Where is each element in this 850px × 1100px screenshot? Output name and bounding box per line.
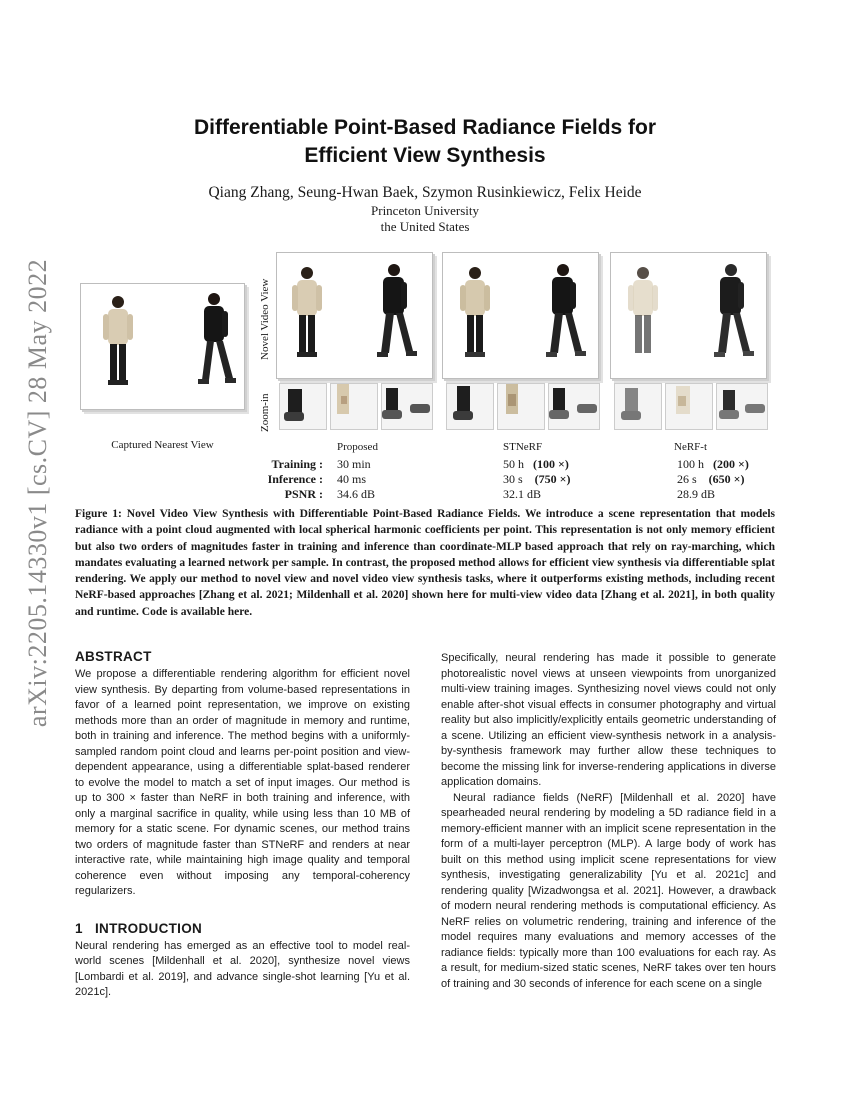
- nerft-inference-ratio: (650 ×): [708, 472, 745, 486]
- zoom-label: Zoom-in: [259, 393, 271, 432]
- stnerf-inference: [503, 472, 571, 487]
- right-paragraph-2: Neural radiance fields (NeRF) [Mildenhall et al. 2020] have spearheaded neural rendering by modeling a 5D radiance field in a memory-efficient manner with an implicit scene representation in the form of a multi-layer perceptron (MLP). A large body of work has built on this method using implicit scene representations for view synthesis, investigating generalizability [Yu et al. 2021c] and rendering quality [Wizadwongsa et al. 2021]. However, a drawback of modern neural rendering methods is computational efficiency. As NeRF relies on volumetric rendering, training and inference of the model requires many evaluations and memory accesses of the radiance fields: typically more than 100 evaluations for each ray. As a result, for medium-sized static scenes, NeRF takes over ten hours of training and 30 seconds of inference for each scene on a single: [441, 791, 776, 990]
- nerft-training-ratio: (200 ×): [713, 457, 749, 471]
- title-line-1: Differentiable Point-Based Radiance Fields for: [193, 116, 657, 139]
- nerft-zoom-3: [716, 383, 768, 430]
- captured-view-image: [80, 283, 245, 410]
- right-paragraph-1: Specifically, neural rendering has made it possible to generate photorealistic novel views at unseen viewpoints from unorganized multi-view training images. Synthesizing novel views could not only enable after-shot visual effects in consumer photography and virtual reality but also implicitly/explicitly entails geometric understanding of a scene. Utilizing an efficient view-synthesis network in a analysis-by-synthesis framework may further allow these techniques to become the missing link for inverse-rendering applications in diverse application domains.: [441, 652, 776, 788]
- figure-1: [0, 0, 850, 500]
- stnerf-label: STNeRF: [503, 441, 543, 453]
- stnerf-training-value: 50 h: [503, 457, 524, 471]
- figure-caption: Figure 1: Novel Video View Synthesis with Differentiable Point-Based Radiance Fields. We introduce a scene representation that models radiance with a point cloud augmented with local spherical harmonic coefficients per point. This representation is not only memory efficient but also two orders of magnitudes faster in training and inference than coordinate-MLP based approach that rely on ray-marching, which mandates evaluating a learned network per sample. In contrast, the proposed method allows for efficient view synthesis via differentiable splat rendering. We apply our method to novel view and novel video view synthesis tasks, where it outperforms existing methods, including recent NeRF-based approaches [Zhang et al. 2021; Mildenhall et al. 2020] shown here for multi-view video data [Zhang et al. 2021], in both quality and runtime. Code is available here.: [75, 508, 775, 618]
- title-line-2: Efficient View Synthesis: [304, 144, 546, 167]
- stnerf-inference-value: 30 s: [503, 472, 523, 486]
- stnerf-training: [503, 457, 569, 472]
- inference-label: Inference :: [267, 472, 323, 486]
- proposed-inference: 40 ms: [337, 472, 367, 486]
- affiliation-1: Princeton University: [371, 203, 479, 218]
- intro-body: [75, 939, 410, 1001]
- nerft-zoom-1: [614, 383, 662, 430]
- nerft-training-value: 100 h: [677, 457, 704, 471]
- stnerf-zoom-1: [446, 383, 494, 430]
- intro-heading: [75, 921, 410, 936]
- left-column: [75, 649, 410, 1001]
- proposed-psnr: 34.6 dB: [337, 487, 376, 501]
- affiliation-2: the United States: [380, 219, 470, 234]
- authors: Qiang Zhang, Seung-Hwan Baek, Szymon Rusinkiewicz, Felix Heide: [208, 184, 642, 201]
- right-body: [441, 651, 776, 992]
- training-label: Training :: [271, 457, 323, 471]
- nerft-psnr: 28.9 dB: [677, 487, 716, 501]
- stnerf-zoom-3: [548, 383, 600, 430]
- stnerf-image: [442, 252, 599, 379]
- stnerf-inference-ratio: (750 ×): [534, 472, 571, 486]
- abstract-text: We propose a differentiable rendering algorithm for efficient novel view synthesis. By departing from volume-based representations in favor of a learned point representation, we improve on existing methods more than an order of magnitude in memory and runtime, both in training and inference. The method begins with a uniformly-sampled random point cloud and learns per-point position and view-dependent appearance, using a differentiable splat-based renderer to evolve the model to match a set of input images. Our method is up to 300 × faster than NeRF in both training and inference, with only a marginal sacrifice in quality, while using less than 10 MB of memory for a static scene. For dynamic scenes, our method trains two orders of magnitude faster than STNeRF and renders at near interactive rate, while maintaining high image quality and temporal coherence even without imposing any temporal-coherency regularizers.: [75, 668, 410, 897]
- stnerf-psnr: 32.1 dB: [503, 487, 542, 501]
- nerft-zoom-2: [665, 383, 713, 430]
- captured-label: Captured Nearest View: [111, 439, 214, 451]
- novel-view-label: Novel Video View: [259, 278, 271, 360]
- stnerf-training-ratio: (100 ×): [533, 457, 569, 471]
- abstract-heading: ABSTRACT: [75, 649, 152, 664]
- proposed-zoom-3: [381, 383, 433, 430]
- nerft-inference-value: 26 s: [677, 472, 697, 486]
- arxiv-stamp: arXiv:2205.14330v1 [cs.CV] 28 May 2022: [23, 258, 52, 728]
- proposed-image: [276, 252, 433, 379]
- proposed-training: 30 min: [337, 457, 371, 471]
- nerft-label: NeRF-t: [674, 441, 707, 453]
- nerft-inference: [677, 472, 745, 487]
- abstract-body: [75, 667, 410, 900]
- psnr-label: PSNR :: [284, 487, 323, 501]
- nerft-training: [677, 457, 749, 472]
- proposed-label: Proposed: [337, 441, 378, 453]
- intro-number: 1: [75, 920, 83, 936]
- stnerf-zoom-2: [497, 383, 545, 430]
- intro-text: Neural rendering has emerged as an effective tool to model real-world scenes [Mildenhall et al. 2020], synthesize novel views [Lombardi et al. 2019], and advance single-shot learning [Yu et al. 2021c].: [75, 939, 410, 998]
- right-column: [441, 651, 776, 992]
- proposed-zoom-1: [279, 383, 327, 430]
- intro-title: INTRODUCTION: [94, 920, 203, 936]
- nerft-image: [610, 252, 767, 379]
- proposed-zoom-2: [330, 383, 378, 430]
